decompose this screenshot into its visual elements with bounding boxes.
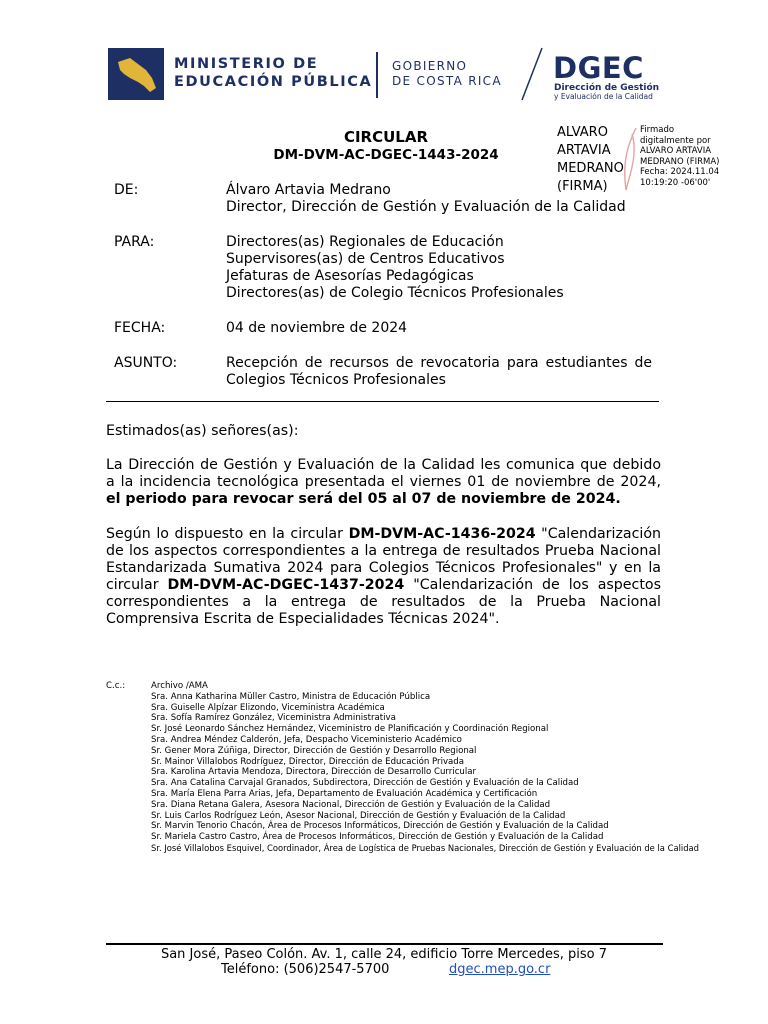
circular-reference: DM-DVM-AC-1436-2024	[348, 526, 536, 542]
signature-name-line: ARTAVIA	[557, 143, 611, 158]
cc-item: Archivo /AMA	[151, 681, 208, 691]
cc-item: Sr. Mainor Villalobos Rodríguez, Director, Dirección de Educación Privada	[151, 756, 465, 767]
signature-name-line: (FIRMA)	[557, 179, 608, 194]
signature-detail-line: 10:19:20 -06'00'	[640, 177, 711, 188]
signature-name-line: ALVARO	[557, 125, 608, 140]
date-value: 04 de noviembre de 2024	[226, 320, 408, 336]
dgec-slash-divider	[520, 46, 544, 102]
header-divider	[376, 52, 378, 98]
revocation-period-highlight: el periodo para revocar será del 05 al 07 de noviembre de 2024.	[106, 491, 621, 507]
cc-item: Sr. José Villalobos Esquivel, Coordinador, Área de Logística de Pruebas Nacionales, Dirección de Gestión y Evaluación de la Calidad	[151, 843, 700, 853]
cc-item: Sra. Sofía Ramírez González, Viceministra Administrativa	[151, 713, 396, 724]
costa-rica-map-icon	[108, 48, 164, 100]
footer-website-link[interactable]: dgec.mep.go.cr	[449, 962, 551, 977]
cc-item: Sr. Luis Carlos Rodríguez León, Asesor Nacional, Dirección de Gestión y Evaluación de la Calidad	[151, 810, 566, 821]
to-recipient: Directores(as) Regionales de Educación	[226, 234, 504, 250]
signature-detail-line: Fecha: 2024.11.04	[640, 167, 720, 177]
dgec-subtitle-line1: Dirección de Gestión	[554, 83, 660, 93]
signature-detail-line: MEDRANO (FIRMA)	[640, 156, 720, 167]
header-separator-line	[106, 401, 659, 402]
cc-item: Sra. María Elena Parra Arias, Jefa, Departamento de Evaluación Académica y Certificación	[151, 789, 538, 799]
to-recipient: Directores(as) de Colegio Técnicos Profesionales	[226, 285, 564, 301]
cc-item: Sra. Andrea Méndez Calderón, Jefa, Despacho Viceministerio Académico	[151, 735, 462, 745]
document-type: CIRCULAR	[343, 128, 429, 146]
cc-item: Sra. Guiselle Alpízar Elizondo, Viceministra Académica	[151, 702, 385, 713]
cc-item: Sr. Mariela Castro Castro, Área de Procesos Informáticos, Dirección de Gestión y Evaluación de la Calidad	[151, 832, 604, 843]
to-recipient: Jefaturas de Asesorías Pedagógicas	[226, 268, 474, 284]
body-paragraph-2-text: "Calendarización de los aspectos correspondientes a la entrega de resultados de la Prueba Nacional Comprensiva Escrita de Especialidades Técnicas 2024".	[106, 577, 661, 627]
from-label: DE:	[114, 182, 139, 198]
cc-item: Sr. Gener Mora Zúñiga, Director, Dirección de Gestión y Desarrollo Regional	[151, 745, 477, 756]
body-paragraph-1	[106, 457, 661, 508]
document-code: DM-DVM-AC-DGEC-1443-2024	[273, 147, 499, 163]
government-line2: DE COSTA RICA	[392, 74, 502, 88]
to-recipient: Supervisores(as) de Centros Educativos	[226, 251, 505, 267]
signature-detail-line: digitalmente por	[640, 135, 711, 146]
cc-item: Sr. José Leonardo Sánchez Hernández, Viceministro de Planificación y Coordinación Regional	[151, 724, 549, 735]
body-paragraph-1-text: La Dirección de Gestión y Evaluación de la Calidad les comunica que debido a la incidencia tecnológica presentada el viernes 01 de noviembre de 2024,	[106, 457, 661, 490]
mep-logo	[108, 48, 164, 100]
cc-item: Sr. Marvin Tenorio Chacón, Área de Procesos Informáticos, Dirección de Gestión y Evaluación de la Calidad	[151, 821, 609, 832]
cc-item: Sra. Anna Katharina Müller Castro, Ministra de Educación Pública	[151, 691, 431, 702]
circular-reference: DM-DVM-AC-DGEC-1437-2024	[167, 577, 405, 593]
greeting: Estimados(as) señores(as):	[106, 423, 299, 439]
body-paragraph-2-text: Según lo dispuesto en la circular	[106, 526, 349, 542]
ministry-name-line1: MINISTERIO DE	[174, 56, 319, 72]
cc-item: Sra. Karolina Artavia Mendoza, Directora, Dirección de Desarrollo Curricular	[151, 767, 477, 778]
ministry-name-line2: EDUCACIÓN PÚBLICA	[174, 74, 373, 90]
subject-value: Recepción de recursos de revocatoria para estudiantes de Colegios Técnicos Profesionales	[226, 355, 652, 388]
from-name: Álvaro Artavia Medrano	[226, 182, 391, 198]
subject-label: ASUNTO:	[114, 355, 178, 371]
from-title: Director, Dirección de Gestión y Evaluación de la Calidad	[226, 199, 626, 215]
cc-label: C.c.:	[106, 681, 126, 691]
date-label: FECHA:	[114, 320, 166, 336]
body-paragraph-2-text: "Calendarización de los aspectos correspondientes a la entrega de resultados Prueba Nacional Estandarizada Sumativa 2024 para Colegios Técnicos Profesionales" y en la circular	[106, 526, 661, 593]
dgec-logo: DGEC	[553, 51, 644, 85]
government-line1: GOBIERNO	[392, 59, 468, 73]
signature-detail-line: ALVARO ARTAVIA	[640, 146, 712, 156]
body-paragraph-2	[106, 526, 661, 628]
signature-name-line: MEDRANO	[557, 161, 624, 176]
dgec-subtitle-line2: y Evaluación de la Calidad	[554, 92, 653, 101]
footer-separator-line	[106, 943, 663, 945]
footer-phone: Teléfono: (506)2547-5700	[221, 962, 390, 977]
cc-item: Sra. Diana Retana Galera, Asesora Nacional, Dirección de Gestión y Evaluación de la Calidad	[151, 799, 551, 810]
cc-item: Sra. Ana Catalina Carvajal Granados, Subdirectora, Dirección de Gestión y Evaluación de la Calidad	[151, 778, 579, 789]
signature-detail-line: Firmado	[640, 125, 675, 135]
to-label: PARA:	[114, 234, 155, 250]
footer-address: San José, Paseo Colón. Av. 1, calle 24, edificio Torre Mercedes, piso 7	[160, 947, 608, 962]
